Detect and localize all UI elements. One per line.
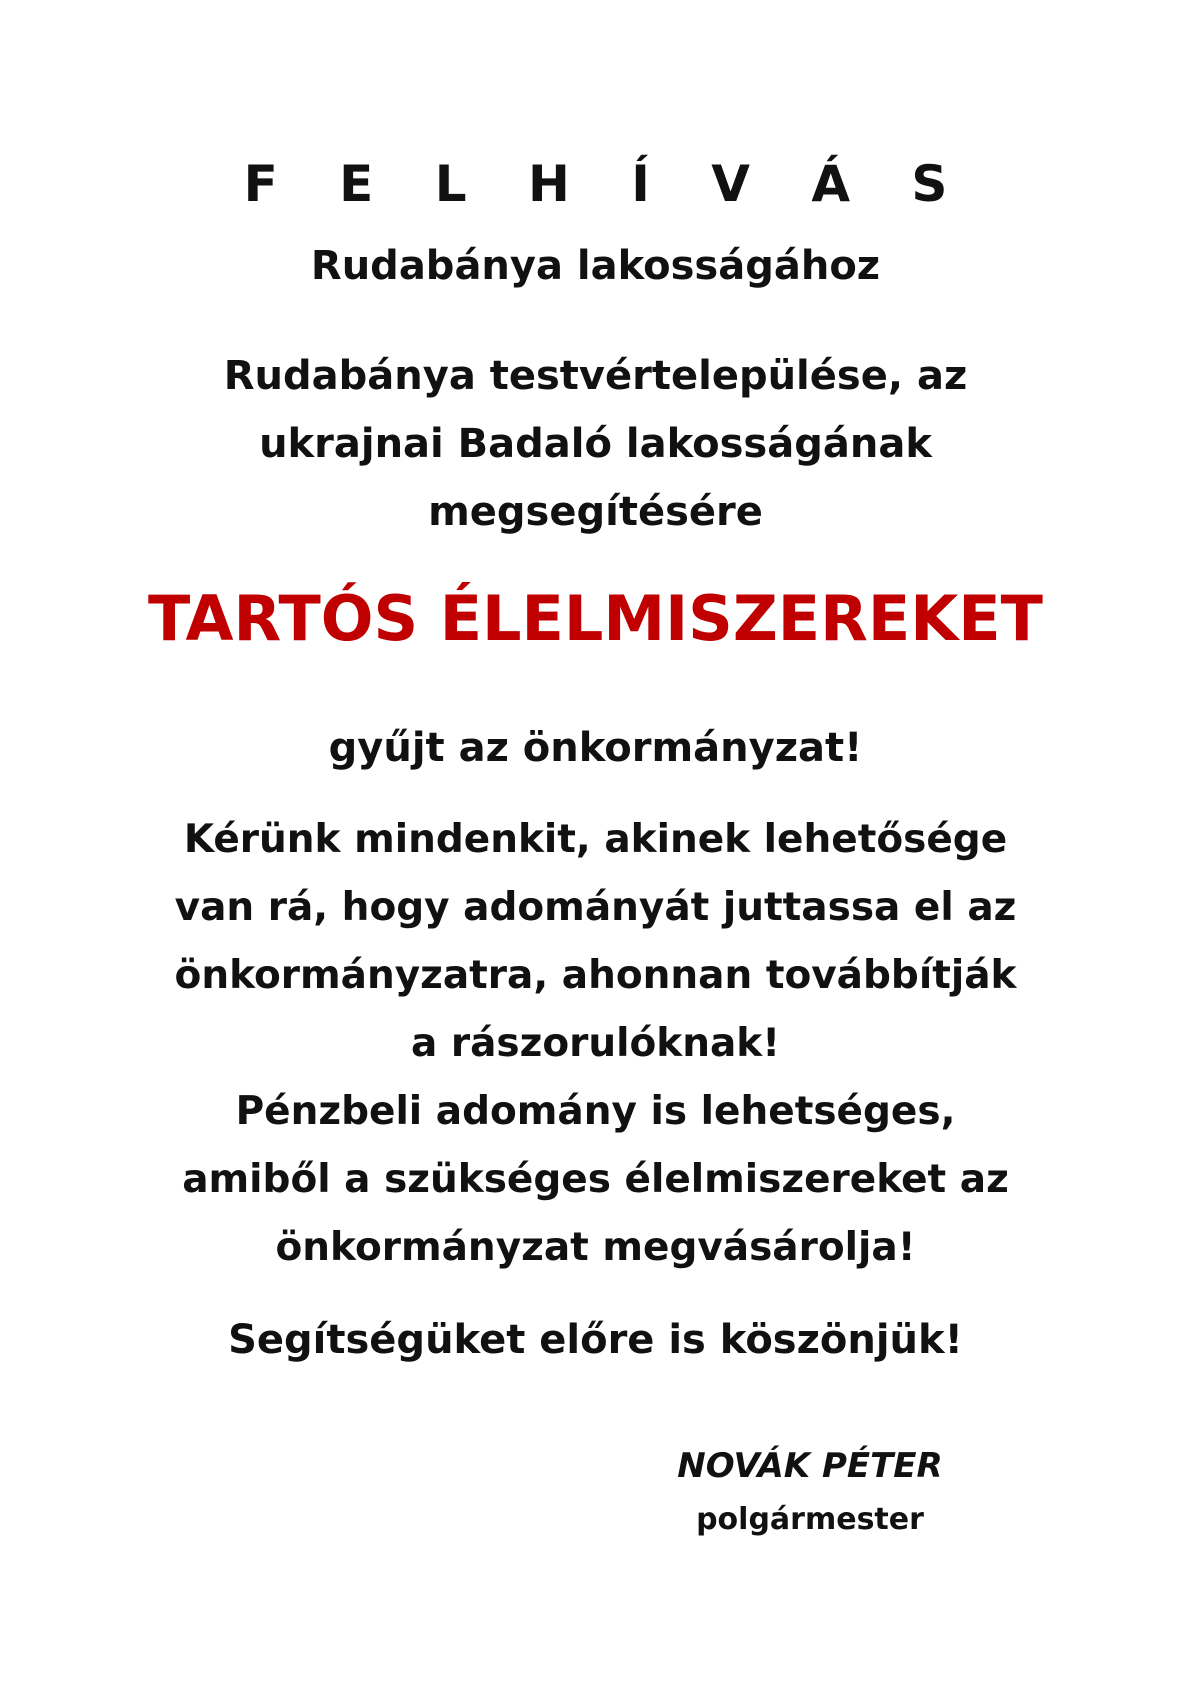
collect-line: gyűjt az önkormányzat! [328, 725, 863, 771]
body-line: Pénzbeli adomány is lehetséges, [235, 1089, 956, 1134]
intro-line: ukrajnai Badaló lakosságának [259, 421, 932, 467]
body-line: önkormányzatra, ahonnan továbbítják [174, 953, 1017, 998]
intro-line: Rudabánya testvértelepülése, az [223, 353, 968, 399]
body-line: a rászorulóknak! [410, 1021, 781, 1066]
signature-role: polgármester [696, 1502, 924, 1537]
body-line: van rá, hogy adományát juttassa el az [174, 885, 1017, 930]
thanks-line: Segítségüket előre is köszönjük! [228, 1317, 963, 1363]
body-line: Kérünk mindenkit, akinek lehetősége [183, 817, 1008, 862]
body-line: amiből a szükséges élelmiszereket az [182, 1157, 1009, 1202]
intro-line: megsegítésére [428, 489, 763, 535]
intro-paragraph [0, 342, 1191, 546]
body-paragraph [0, 806, 1191, 1282]
signature-name: NOVÁK PÉTER [677, 1446, 943, 1486]
notice-title: F E L H Í V Á S [243, 155, 970, 213]
notice-subtitle: Rudabánya lakosságához [310, 243, 881, 289]
body-line: önkormányzat megvásárolja! [275, 1225, 916, 1270]
headline: TARTÓS ÉLELMISZEREKET [148, 582, 1043, 655]
